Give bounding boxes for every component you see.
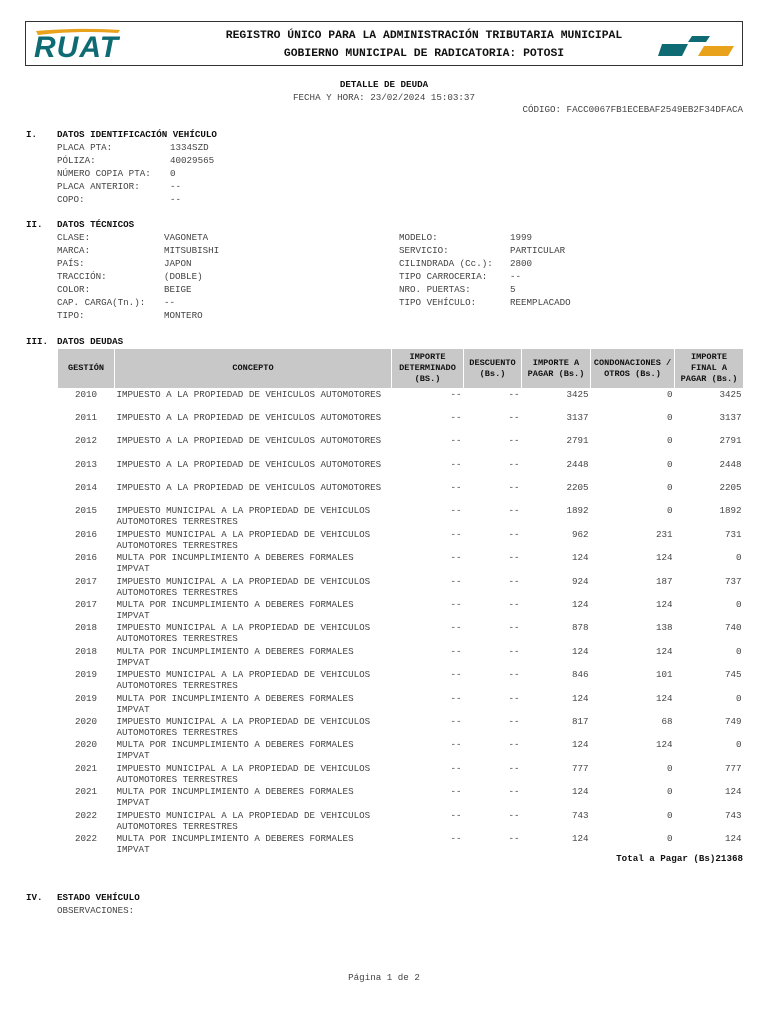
cell-condonaciones: 0: [666, 435, 673, 447]
field-label: TIPO CARROCERIA:: [399, 271, 488, 282]
cell-final: 731: [724, 528, 742, 540]
table-row: [58, 739, 744, 762]
field-label: NRO. PUERTAS:: [399, 284, 471, 295]
cell-final: 749: [724, 715, 742, 727]
observaciones-label: OBSERVACIONES:: [57, 905, 135, 916]
cell-gestion: 2015: [74, 505, 98, 517]
cell-gestion: 2013: [74, 458, 98, 470]
cell-gestion: 2020: [74, 739, 98, 751]
table-row: [58, 693, 744, 716]
cell-condonaciones: 124: [655, 599, 673, 611]
cell-descuento: --: [508, 505, 520, 517]
cell-condonaciones: 0: [666, 762, 673, 774]
cell-determinado: --: [450, 739, 462, 751]
cell-gestion: 2010: [74, 389, 98, 400]
cell-gestion: 2017: [74, 599, 98, 611]
cell-a-pagar: 3137: [566, 411, 589, 423]
cell-a-pagar: 124: [571, 832, 589, 844]
page-number: Página 1 de 2: [348, 972, 420, 983]
total-label: Total a Pagar (Bs): [616, 853, 716, 864]
cell-determinado: --: [450, 482, 462, 494]
section-title: ESTADO VEHÍCULO: [57, 892, 140, 903]
cell-descuento: --: [508, 411, 520, 423]
cell-concepto: MULTA POR INCUMPLIMIENTO A DEBERES FORMALES IMPVAT: [116, 786, 354, 809]
column-header: GESTIÓN: [58, 349, 115, 389]
table-row: [58, 810, 744, 833]
cell-condonaciones: 124: [655, 552, 673, 564]
cell-a-pagar: 2791: [566, 435, 589, 447]
table-row: [58, 622, 744, 645]
cell-descuento: --: [508, 622, 520, 634]
cell-condonaciones: 0: [666, 832, 673, 844]
cell-determinado: --: [450, 575, 462, 587]
cell-concepto: MULTA POR INCUMPLIMIENTO A DEBERES FORMALES IMPVAT: [116, 552, 354, 575]
cell-condonaciones: 124: [655, 739, 673, 751]
cell-final: 2791: [719, 435, 742, 447]
cell-concepto: IMPUESTO A LA PROPIEDAD DE VEHICULOS AUTOMOTORES: [116, 482, 382, 494]
section-title: DATOS DEUDAS: [57, 336, 124, 347]
cell-condonaciones: 124: [655, 645, 673, 657]
field-value: BEIGE: [164, 284, 192, 295]
cell-gestion: 2016: [74, 528, 98, 540]
table-row: [58, 505, 744, 528]
field-value: 0: [170, 168, 176, 179]
cell-descuento: --: [508, 435, 520, 447]
cell-gestion: 2012: [74, 435, 98, 447]
cell-a-pagar: 124: [571, 739, 589, 751]
cell-condonaciones: 187: [655, 575, 673, 587]
field-value: (DOBLE): [164, 271, 203, 282]
cell-a-pagar: 924: [571, 575, 589, 587]
cell-determinado: --: [450, 786, 462, 798]
cell-condonaciones: 0: [666, 411, 673, 423]
cell-concepto: MULTA POR INCUMPLIMIENTO A DEBERES FORMALES IMPVAT: [116, 832, 354, 855]
cell-determinado: --: [450, 505, 462, 517]
table-row: [58, 552, 744, 575]
cell-determinado: --: [450, 389, 462, 400]
cell-determinado: --: [450, 809, 462, 821]
cell-a-pagar: 124: [571, 645, 589, 657]
field-value: --: [170, 194, 182, 205]
cell-determinado: --: [450, 645, 462, 657]
field-label: CAP. CARGA(Tn.):: [57, 297, 146, 308]
field-value: 5: [510, 284, 516, 295]
cell-determinado: --: [450, 411, 462, 423]
cell-descuento: --: [508, 832, 520, 844]
table-row: [58, 435, 744, 458]
cell-descuento: --: [508, 599, 520, 611]
cell-a-pagar: 817: [571, 715, 589, 727]
cell-final: 2448: [719, 458, 742, 470]
cell-final: 0: [735, 739, 742, 751]
cell-concepto: IMPUESTO MUNICIPAL A LA PROPIEDAD DE VEHICULOS AUTOMOTORES TERRESTRES: [116, 622, 371, 645]
field-label: MARCA:: [57, 245, 91, 256]
header-title-line2: GOBIERNO MUNICIPAL DE RADICATORIA: POTOSI: [283, 48, 565, 60]
field-label: COPO:: [57, 194, 85, 205]
cell-condonaciones: 231: [655, 528, 673, 540]
table-row: [58, 412, 744, 435]
cell-final: 740: [724, 622, 742, 634]
column-header: IMPORTE FINAL A PAGAR (Bs.): [675, 349, 744, 389]
cell-concepto: IMPUESTO A LA PROPIEDAD DE VEHICULOS AUTOMOTORES: [116, 389, 382, 400]
section-number: I.: [26, 129, 38, 140]
field-label: PLACA ANTERIOR:: [57, 181, 140, 192]
cell-condonaciones: 124: [655, 692, 673, 704]
section-number: III.: [26, 336, 49, 347]
field-value: JAPON: [164, 258, 192, 269]
cell-gestion: 2018: [74, 645, 98, 657]
field-label: NÚMERO COPIA PTA:: [57, 168, 151, 179]
cell-determinado: --: [450, 762, 462, 774]
cell-concepto: IMPUESTO MUNICIPAL A LA PROPIEDAD DE VEHICULOS AUTOMOTORES TERRESTRES: [116, 575, 371, 598]
cell-a-pagar: 846: [571, 669, 589, 681]
total-to-pay: [616, 853, 743, 864]
cell-final: 1892: [719, 505, 742, 517]
field-label: COLOR:: [57, 284, 91, 295]
cell-condonaciones: 0: [666, 786, 673, 798]
cell-concepto: IMPUESTO A LA PROPIEDAD DE VEHICULOS AUTOMOTORES: [116, 458, 382, 470]
cell-descuento: --: [508, 739, 520, 751]
cell-gestion: 2021: [74, 786, 98, 798]
cell-a-pagar: 2448: [566, 458, 589, 470]
cell-gestion: 2019: [74, 669, 98, 681]
cell-final: 0: [735, 645, 742, 657]
cell-determinado: --: [450, 669, 462, 681]
cell-concepto: IMPUESTO MUNICIPAL A LA PROPIEDAD DE VEHICULOS AUTOMOTORES TERRESTRES: [116, 809, 371, 832]
cell-determinado: --: [450, 715, 462, 727]
total-value: 21368: [715, 853, 743, 864]
column-header: CONCEPTO: [115, 349, 392, 389]
cell-determinado: --: [450, 435, 462, 447]
cell-final: 745: [724, 669, 742, 681]
cell-condonaciones: 0: [666, 389, 673, 400]
document-code: CÓDIGO: FACC0067FB1ECEBAF2549EB2F34DFACA: [522, 104, 743, 115]
field-label: TIPO VEHÍCULO:: [399, 297, 477, 308]
field-value: 1999: [510, 232, 533, 243]
cell-gestion: 2022: [74, 809, 98, 821]
cell-concepto: MULTA POR INCUMPLIMIENTO A DEBERES FORMALES IMPVAT: [116, 599, 354, 622]
cell-a-pagar: 777: [571, 762, 589, 774]
table-row: [58, 763, 744, 786]
cell-determinado: --: [450, 692, 462, 704]
document-datetime: FECHA Y HORA: 23/02/2024 15:03:37: [293, 92, 475, 103]
cell-concepto: IMPUESTO MUNICIPAL A LA PROPIEDAD DE VEHICULOS AUTOMOTORES TERRESTRES: [116, 715, 371, 738]
section-number: II.: [26, 219, 43, 230]
table-row: [58, 669, 744, 692]
column-header: IMPORTE A PAGAR (Bs.): [522, 349, 591, 389]
cell-concepto: MULTA POR INCUMPLIMIENTO A DEBERES FORMALES IMPVAT: [116, 645, 354, 668]
column-header: IMPORTE DETERMINADO (BS.): [392, 349, 464, 389]
field-label: PÓLIZA:: [57, 155, 96, 166]
cell-condonaciones: 138: [655, 622, 673, 634]
cell-a-pagar: 124: [571, 786, 589, 798]
cell-gestion: 2018: [74, 622, 98, 634]
cell-condonaciones: 101: [655, 669, 673, 681]
field-label: PAÍS:: [57, 258, 85, 269]
cell-determinado: --: [450, 552, 462, 564]
cell-gestion: 2016: [74, 552, 98, 564]
cell-gestion: 2017: [74, 575, 98, 587]
table-row: [58, 482, 744, 505]
field-value: 40029565: [170, 155, 215, 166]
cell-descuento: --: [508, 645, 520, 657]
cell-condonaciones: 0: [666, 809, 673, 821]
field-value: REEMPLACADO: [510, 297, 571, 308]
cell-determinado: --: [450, 599, 462, 611]
cell-concepto: MULTA POR INCUMPLIMIENTO A DEBERES FORMALES IMPVAT: [116, 739, 354, 762]
cell-descuento: --: [508, 482, 520, 494]
cell-condonaciones: 0: [666, 458, 673, 470]
field-label: TRACCIÓN:: [57, 271, 107, 282]
cell-concepto: IMPUESTO A LA PROPIEDAD DE VEHICULOS AUTOMOTORES: [116, 411, 382, 423]
cell-final: 0: [735, 599, 742, 611]
cell-descuento: --: [508, 669, 520, 681]
field-label: TIPO:: [57, 310, 85, 321]
cell-final: 737: [724, 575, 742, 587]
field-label: SERVICIO:: [399, 245, 449, 256]
field-value: MONTERO: [164, 310, 203, 321]
cell-determinado: --: [450, 832, 462, 844]
svg-text:RUAT: RUAT: [34, 31, 120, 61]
cell-a-pagar: 743: [571, 809, 589, 821]
cell-concepto: IMPUESTO MUNICIPAL A LA PROPIEDAD DE VEHICULOS AUTOMOTORES TERRESTRES: [116, 528, 371, 551]
section-number: IV.: [26, 892, 43, 903]
table-row: [58, 786, 744, 809]
cell-a-pagar: 3425: [566, 389, 589, 400]
field-value: PARTICULAR: [510, 245, 566, 256]
cell-a-pagar: 124: [571, 599, 589, 611]
table-row: [58, 646, 744, 669]
field-label: PLACA PTA:: [57, 142, 113, 153]
cell-determinado: --: [450, 622, 462, 634]
cell-a-pagar: 878: [571, 622, 589, 634]
cell-condonaciones: 0: [666, 505, 673, 517]
cell-final: 0: [735, 692, 742, 704]
ruat-flag-icon: [658, 30, 738, 60]
cell-descuento: --: [508, 458, 520, 470]
cell-concepto: IMPUESTO MUNICIPAL A LA PROPIEDAD DE VEHICULOS AUTOMOTORES TERRESTRES: [116, 669, 371, 692]
field-value: --: [510, 271, 522, 282]
debts-table: [57, 348, 744, 856]
cell-gestion: 2020: [74, 715, 98, 727]
document-header: [25, 21, 743, 66]
cell-gestion: 2011: [74, 411, 98, 423]
cell-descuento: --: [508, 692, 520, 704]
header-title-line1: REGISTRO ÚNICO PARA LA ADMINISTRACIÓN TRIBUTARIA MUNICIPAL: [225, 30, 623, 42]
cell-final: 777: [724, 762, 742, 774]
field-value: 2800: [510, 258, 533, 269]
field-value: VAGONETA: [164, 232, 209, 243]
cell-descuento: --: [508, 528, 520, 540]
cell-final: 743: [724, 809, 742, 821]
cell-descuento: --: [508, 552, 520, 564]
cell-final: 3425: [719, 389, 742, 400]
field-value: --: [170, 181, 182, 192]
field-label: MODELO:: [399, 232, 438, 243]
cell-final: 3137: [719, 411, 742, 423]
section-title: DATOS IDENTIFICACIÓN VEHÍCULO: [57, 129, 217, 140]
table-row: [58, 529, 744, 552]
cell-descuento: --: [508, 786, 520, 798]
table-row: [58, 599, 744, 622]
cell-descuento: --: [508, 762, 520, 774]
cell-gestion: 2019: [74, 692, 98, 704]
cell-a-pagar: 962: [571, 528, 589, 540]
cell-a-pagar: 1892: [566, 505, 589, 517]
cell-concepto: IMPUESTO MUNICIPAL A LA PROPIEDAD DE VEHICULOS AUTOMOTORES TERRESTRES: [116, 505, 371, 528]
field-value: --: [164, 297, 176, 308]
cell-descuento: --: [508, 575, 520, 587]
cell-determinado: --: [450, 528, 462, 540]
document-title: DETALLE DE DEUDA: [339, 79, 429, 90]
field-label: CILINDRADA (Cc.):: [399, 258, 493, 269]
column-header: DESCUENTO (Bs.): [464, 349, 522, 389]
table-row: [58, 389, 744, 412]
cell-gestion: 2021: [74, 762, 98, 774]
cell-descuento: --: [508, 715, 520, 727]
cell-concepto: IMPUESTO MUNICIPAL A LA PROPIEDAD DE VEHICULOS AUTOMOTORES TERRESTRES: [116, 762, 371, 785]
cell-final: 124: [724, 832, 742, 844]
table-row: [58, 576, 744, 599]
cell-a-pagar: 2205: [566, 482, 589, 494]
column-header: CONDONACIONES / OTROS (Bs.): [591, 349, 675, 389]
field-label: CLASE:: [57, 232, 91, 243]
field-value: MITSUBISHI: [164, 245, 220, 256]
cell-concepto: MULTA POR INCUMPLIMIENTO A DEBERES FORMALES IMPVAT: [116, 692, 354, 715]
cell-gestion: 2022: [74, 832, 98, 844]
cell-final: 124: [724, 786, 742, 798]
cell-descuento: --: [508, 389, 520, 400]
cell-final: 2205: [719, 482, 742, 494]
section-title: DATOS TÉCNICOS: [57, 219, 135, 230]
cell-concepto: IMPUESTO A LA PROPIEDAD DE VEHICULOS AUTOMOTORES: [116, 435, 382, 447]
cell-condonaciones: 0: [666, 482, 673, 494]
table-row: [58, 459, 744, 482]
cell-descuento: --: [508, 809, 520, 821]
table-header-row: [58, 349, 744, 389]
cell-determinado: --: [450, 458, 462, 470]
cell-a-pagar: 124: [571, 552, 589, 564]
cell-gestion: 2014: [74, 482, 98, 494]
table-row: [58, 716, 744, 739]
cell-condonaciones: 68: [661, 715, 673, 727]
field-value: 1334SZD: [170, 142, 209, 153]
cell-a-pagar: 124: [571, 692, 589, 704]
cell-final: 0: [735, 552, 742, 564]
